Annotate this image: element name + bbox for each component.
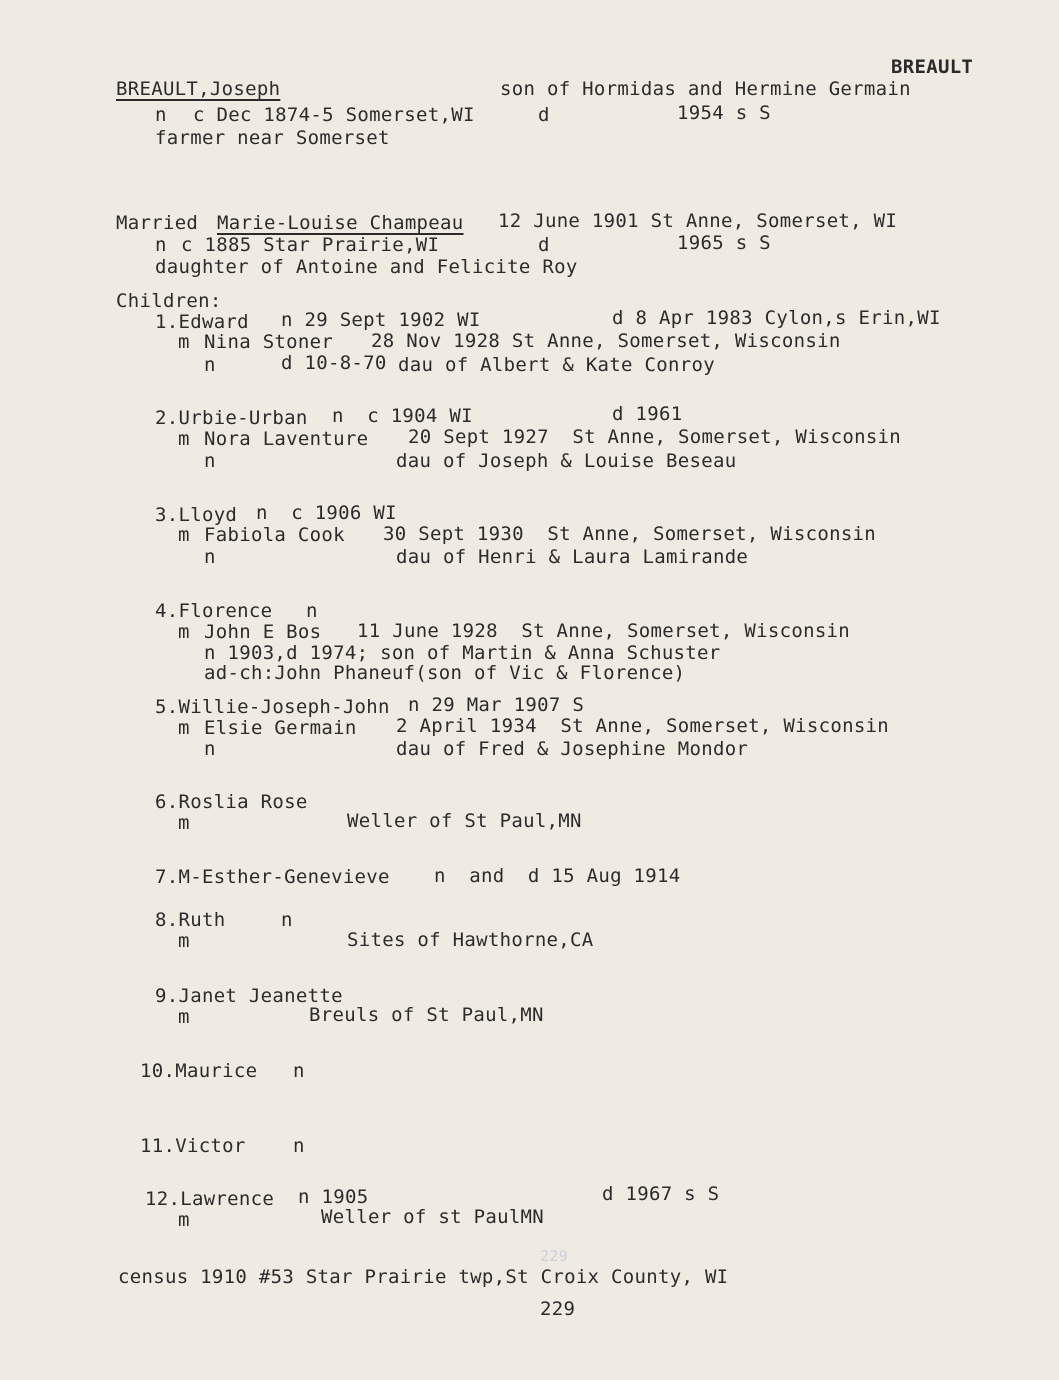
child-11-birth: n [293, 1135, 305, 1157]
child-9-m: m [178, 1006, 190, 1028]
child-8-m: m [178, 930, 190, 952]
subject-death-marker: d [538, 104, 550, 126]
child-4-spouse: John E Bos [204, 621, 322, 643]
child-12-m: m [178, 1209, 190, 1231]
child-8-birth: n [281, 909, 293, 931]
child-1-spouse: Nina Stoner [204, 331, 334, 353]
child-2-spouse: Nora Laventure [204, 428, 369, 450]
child-2-spouse-parents: dau of Joseph & Louise Beseau [396, 450, 737, 472]
child-4-head: 4.Florence [155, 600, 273, 622]
married-label: Married [116, 212, 199, 234]
child-5-marriage: 2 April 1934 St Anne, Somerset, Wisconsin [396, 715, 890, 737]
child-3-spouse-parents: dau of Henri & Laura Lamirande [396, 546, 749, 568]
child-6-m: m [178, 812, 190, 834]
spouse-birth: c 1885 Star Prairie,WI [181, 234, 440, 256]
spouse-death: 1965 s S [677, 232, 771, 254]
child-10-birth: n [293, 1060, 305, 1082]
children-label: Children: [116, 290, 222, 312]
surname-label: BREAULT [891, 56, 974, 78]
child-5-birth: n 29 Mar 1907 S [408, 694, 585, 716]
child-4-spouse-line: n 1903,d 1974; son of Martin & Anna Schuster [204, 642, 721, 664]
child-12-death: d 1967 s S [602, 1183, 720, 1205]
child-2-spouse-n: n [204, 450, 216, 472]
child-3-head: 3.Lloyd [155, 504, 238, 526]
child-7-birth: n and d 15 Aug 1914 [434, 865, 681, 887]
page-number: 229 [540, 1298, 576, 1320]
child-1-spouse-n: n [204, 354, 216, 376]
faint-stamp: 229 [540, 1247, 568, 1265]
spouse-parents: daughter of Antoine and Felicite Roy [155, 256, 578, 278]
child-3-m: m [178, 524, 190, 546]
child-4-birth: n [306, 600, 318, 622]
child-12-head: 12.Lawrence [145, 1188, 275, 1210]
child-5-spouse: Elsie Germain [204, 717, 357, 739]
subject-parents: son of Hormidas and Hermine Germain [500, 78, 911, 100]
child-2-m: m [178, 428, 190, 450]
child-5-m: m [178, 717, 190, 739]
child-1-head: 1.Edward [155, 311, 249, 333]
child-1-marriage: 28 Nov 1928 St Anne, Somerset, Wisconsin [371, 330, 841, 352]
child-9-spouse: Breuls of St Paul,MN [309, 1004, 544, 1026]
child-3-spouse-n: n [204, 546, 216, 568]
child-11-head: 11.Victor [140, 1135, 246, 1157]
child-12-spouse: Weller of st PaulMN [321, 1206, 545, 1228]
child-4-marriage: 11 June 1928 St Anne, Somerset, Wisconsin [357, 620, 851, 642]
census-line: census 1910 #53 Star Prairie twp,St Croix County, WI [118, 1266, 729, 1288]
child-2-death: d 1961 [612, 403, 683, 425]
child-8-spouse: Sites of Hawthorne,CA [347, 929, 594, 951]
subject-occupation: farmer near Somerset [155, 127, 390, 149]
child-5-spouse-parents: dau of Fred & Josephine Mondor [396, 738, 749, 760]
subject-name: BREAULT,Joseph [116, 78, 281, 100]
spouse-death-marker: d [538, 234, 550, 256]
spouse-birth-prefix: n [155, 234, 167, 256]
child-7-head: 7.M-Esther-Genevieve [155, 866, 390, 888]
subject-birth-prefix: n [155, 104, 167, 126]
child-6-spouse: Weller of St Paul,MN [347, 810, 582, 832]
child-9-head: 9.Janet Jeanette [155, 985, 343, 1007]
child-2-birth: n c 1904 WI [332, 405, 473, 427]
child-8-head: 8.Ruth [155, 909, 226, 931]
child-12-birth: n 1905 [298, 1186, 369, 1208]
child-3-spouse: Fabiola Cook [204, 524, 345, 546]
child-3-birth: n c 1906 WI [256, 502, 397, 524]
child-5-head: 5.Willie-Joseph-John [155, 696, 390, 718]
child-4-m: m [178, 621, 190, 643]
subject-birth: c Dec 1874-5 Somerset,WI [193, 104, 475, 126]
child-4-adopted: ad-ch:John Phaneuf(son of Vic & Florence) [204, 662, 686, 684]
child-1-death: d 8 Apr 1983 Cylon,s Erin,WI [612, 307, 941, 329]
child-1-spouse-parents: dau of Albert & Kate Conroy [398, 354, 715, 376]
child-2-marriage: 20 Sept 1927 St Anne, Somerset, Wisconsin [408, 426, 902, 448]
child-6-head: 6.Roslia Rose [155, 791, 308, 813]
child-3-marriage: 30 Sept 1930 St Anne, Somerset, Wisconsin [383, 523, 877, 545]
child-2-head: 2.Urbie-Urban [155, 407, 308, 429]
child-1-birth: n 29 Sept 1902 WI [281, 309, 481, 331]
child-5-spouse-n: n [204, 738, 216, 760]
child-1-m: m [178, 331, 190, 353]
subject-death: 1954 s S [677, 102, 771, 124]
child-10-head: 10.Maurice [140, 1060, 258, 1082]
child-1-spouse-death: d 10-8-70 [281, 352, 387, 374]
spouse-marriage: 12 June 1901 St Anne, Somerset, WI [498, 210, 898, 232]
spouse-name: Marie-Louise Champeau [217, 212, 464, 234]
